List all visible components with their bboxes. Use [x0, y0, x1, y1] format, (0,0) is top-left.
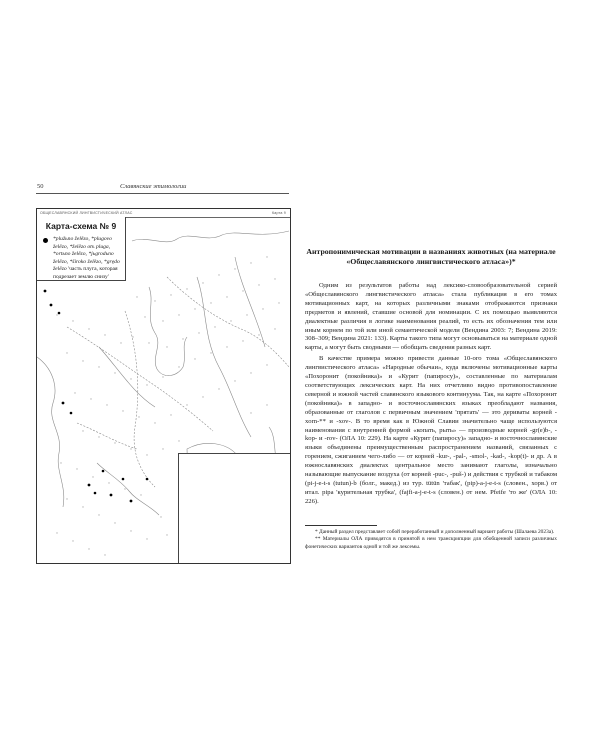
border-3 — [167, 277, 289, 367]
legend-title: Карта-схема № 9 — [45, 221, 117, 231]
legend-last-form: *grędo želězo — [53, 258, 120, 273]
coastline-adriatic — [97, 463, 159, 515]
map-legend — [37, 217, 126, 281]
legend-gloss: 'часть плуга, которая подрезает землю снизу' — [53, 266, 118, 280]
footnotes — [305, 529, 557, 551]
article-body — [305, 282, 557, 507]
border-1 — [67, 327, 213, 431]
coastline-north — [132, 231, 289, 242]
paragraph-2: В качестве примера можно привести данные 10-ого тома «Общеславянского лингвистического атласа» «Народные обычаи», куда включены мотивационные карты «Похоронит (покойника)» и «Курит (папиросу)», составленные по материалам соответствующих лексических карт. На них отчетливо видно противопоставление северной и южной частей славянского языкового континуума. Так, на карте «Похоронит (покойника)» в западно- и восточнославянских языках преобладают названия, образованные от глаголов с первичным значением 'прятать' — это дериваты корней -xorn-** и -xov-. В то время как в Южной Славии значительно чаще используются наименования с внутренней формой «копать, рыть» — производные корней -gr(e)b-, -kop- и -rov- (ОЛА 10: 229). На карте «Курит (папиросу)» западно- и восточнославянские языки объединены преимущественным распространением названий, связанных с горением, сжиганием чего-либо — от корней -kur-, -pal-, -smol-, -kad-, -kop(t)- и др. А в южнославянских диалектах центральное место занимают глаголы, изначально называющие выпускание воздуха (от корней -puc-, -puš-) и действия с трубкой и табаком (pi-j-e-t-s (tutun)-b (болг., макед.) из тур. tütün 'табак', (pip)-a-j-e-t-s (словен., хорв.) от итал. pipa 'курительная трубка', (fajfi-a-j-e-t-s (словен.) от нем. Pfeife 'то же' (ОЛА 10: 226). — [305, 355, 557, 505]
coastline-west — [37, 357, 64, 507]
river-3 — [99, 347, 155, 407]
legend-dot-symbol — [43, 238, 48, 243]
legend-text — [53, 236, 123, 282]
border-2 — [125, 311, 155, 487]
dialect-map — [36, 208, 291, 564]
river-2 — [235, 257, 265, 347]
coastline-baltic — [149, 287, 187, 376]
map-atlas-label: ОБЩЕСЛАВЯНСКИЙ ЛИНГВИСТИЧЕСКИЙ АТЛАС — [40, 211, 133, 215]
footnote-2: ** Материалы ОЛА приводятся в принятой в нем транскрипции для обобщенной записи различных фонетических вариантов одной и той же лексемы. — [305, 536, 557, 550]
page-number: 50 — [37, 183, 44, 190]
map-inset-blank — [178, 453, 290, 564]
river-1 — [197, 277, 251, 437]
border-4 — [77, 423, 137, 449]
header-rule — [36, 193, 289, 194]
paragraph-1: Одним из результатов работы над лексико-словообразовательной серией «Общеславянского лингвистического атласа» стала публикация в его томах мотивационных карт, на которых различными знаками отображаются признаки предметов и явлений, ставшие основой для номинации. С их помощью выявляются диалектные различия в логике наименования реалий, то есть их обозначения тем или иным корнем по той или иной семантической модели (Вендина 2003: 7; Вендина 2019: 308–309; Вендина 2021: 133). Карты такого типа могут основываться на материале одной карты, а могут быть сводными — обобщать сведения разных карт. — [305, 282, 557, 352]
running-title: Славянские этимологии — [120, 183, 187, 190]
legend-forms: *plužьno želězo, *plugovo želězo, *želězo otъ pluga, *ortьno želězo, *jьgrodьno želězo, *široko želězo, — [53, 236, 114, 265]
article-title: Антропонимическая мотивации в названиях животных (на материале «Общеславянского лингвистического атласа»)* — [306, 247, 556, 266]
footnote-1: * Данный раздел представляет собой переработанный и дополненный вариант работы (Шалаева 2023а). — [315, 529, 555, 535]
map-number-label: Карта 9 — [271, 211, 286, 215]
footnote-rule — [305, 525, 377, 526]
